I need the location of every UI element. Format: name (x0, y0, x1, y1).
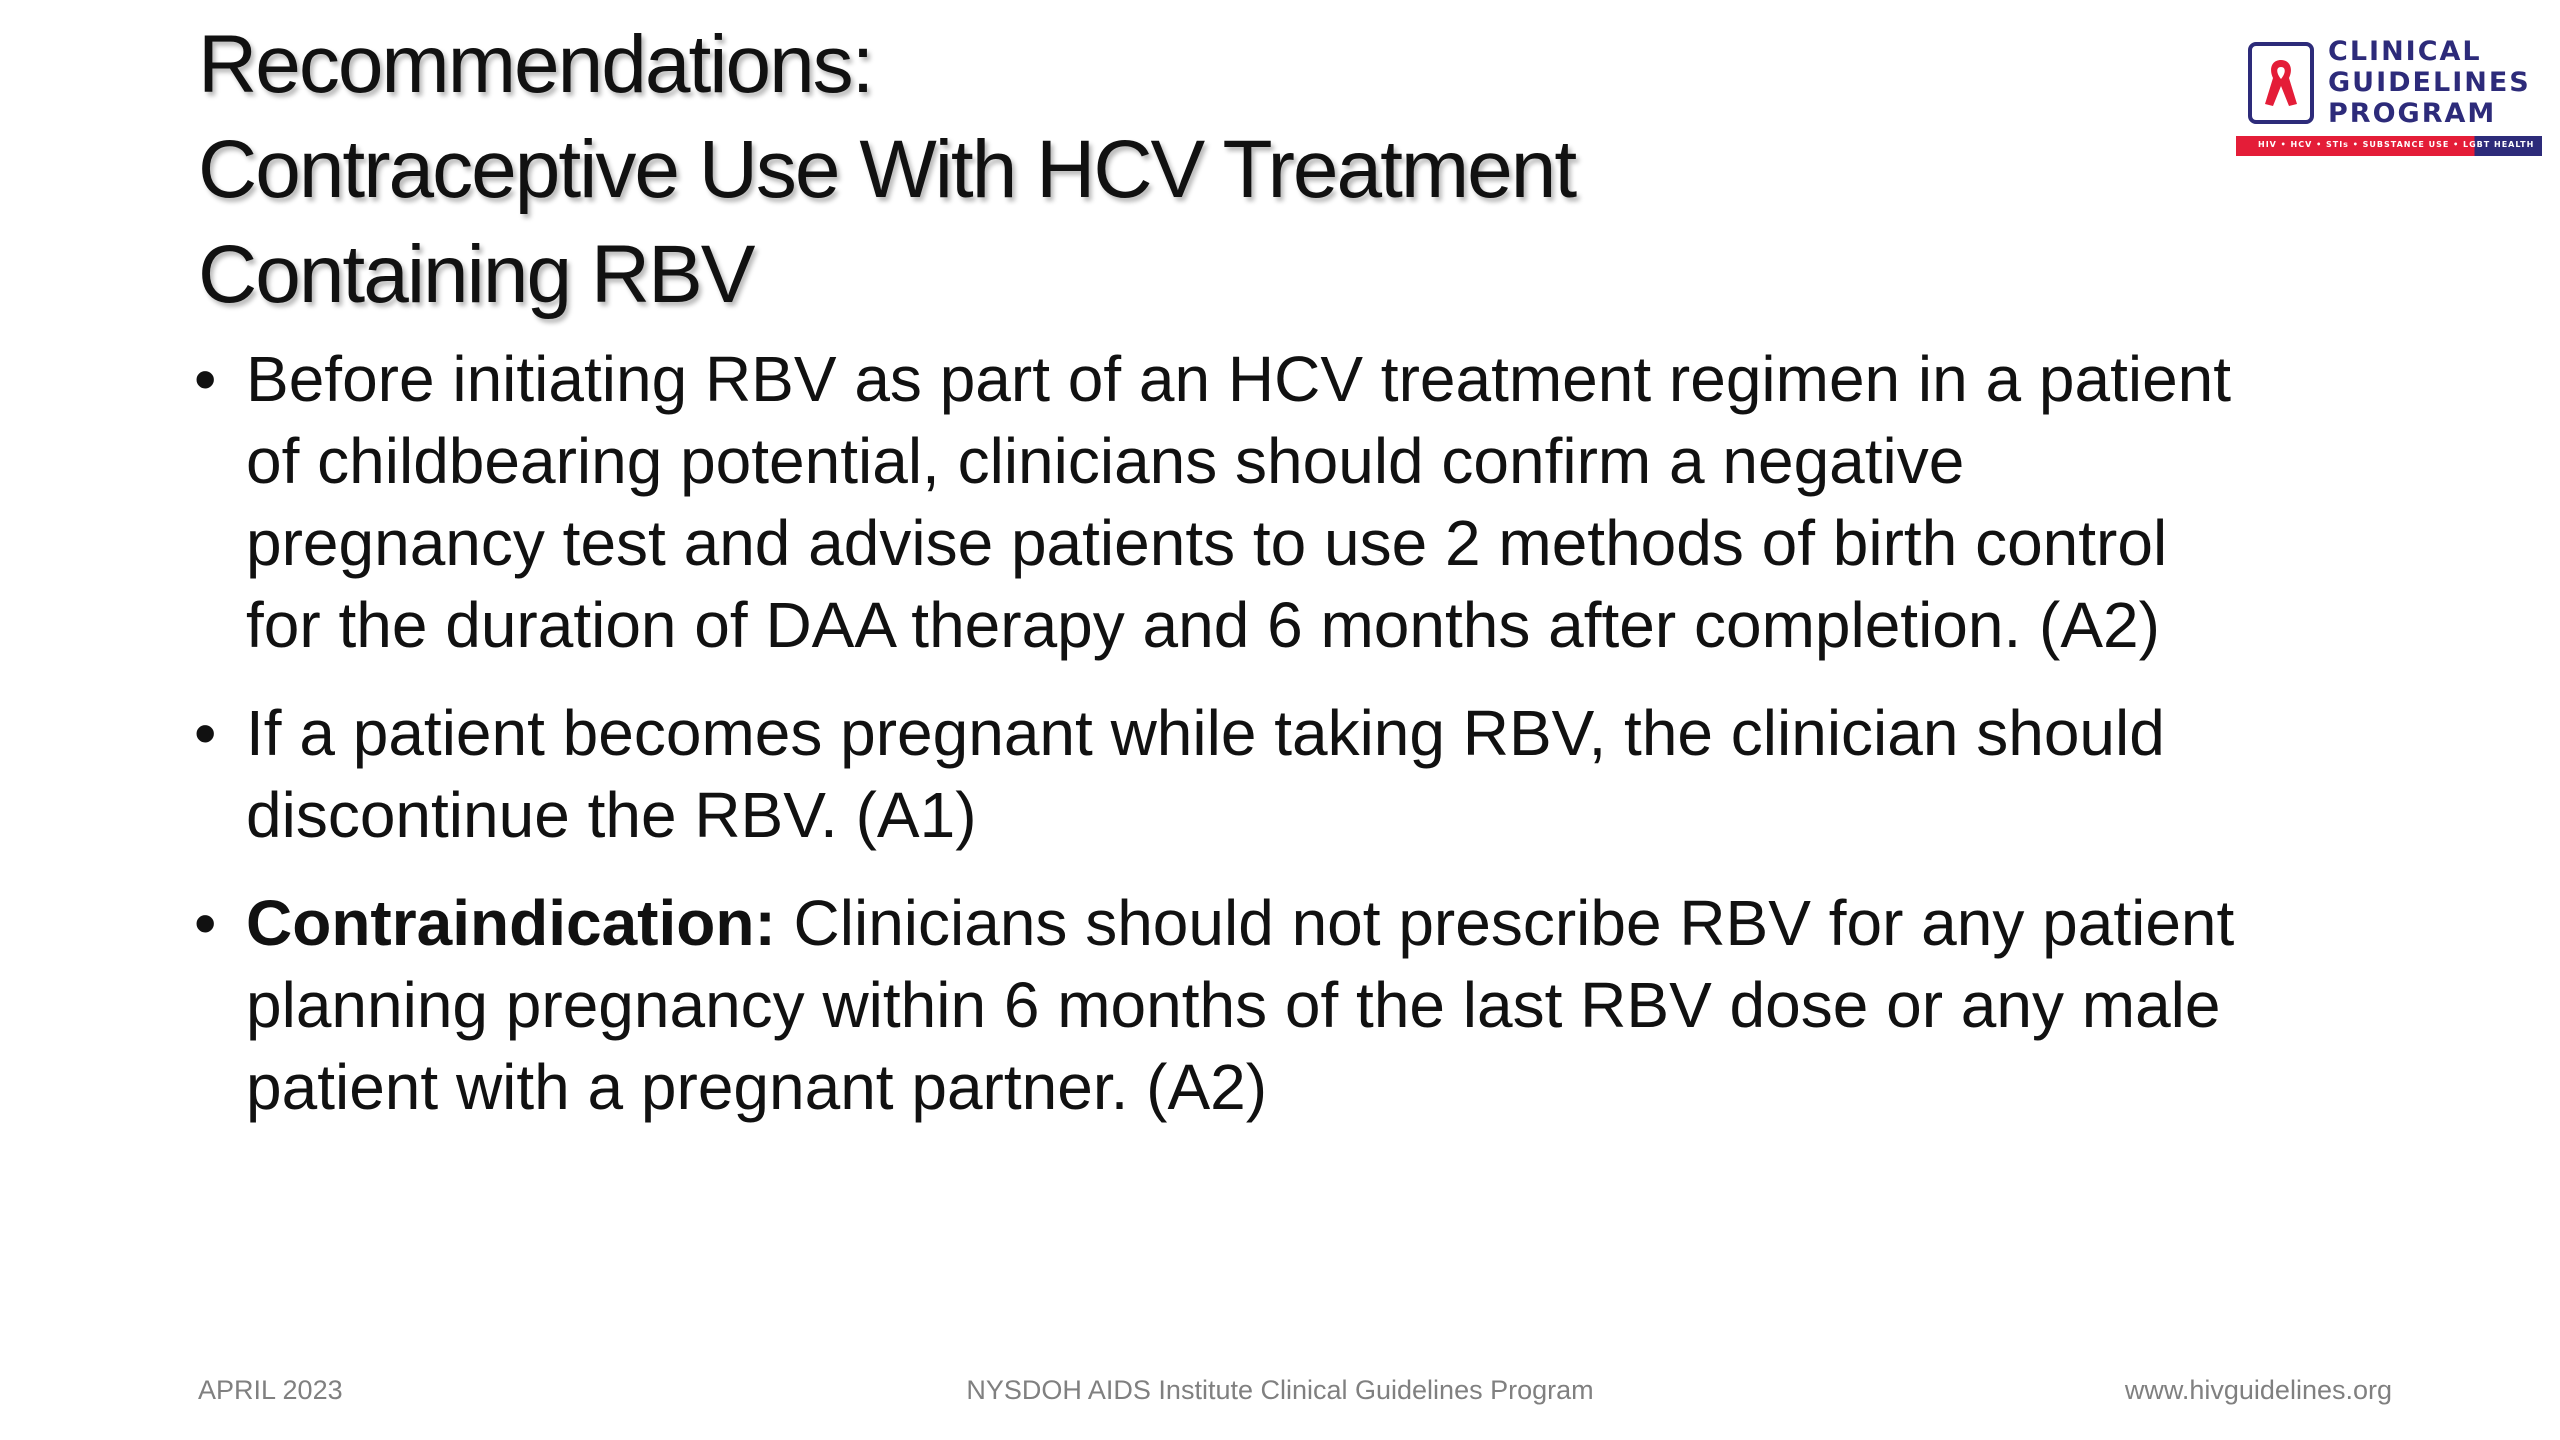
footer-date: APRIL 2023 (198, 1375, 343, 1405)
logo-line-1: CLINICAL (2328, 36, 2482, 67)
bullet-marker: • (194, 887, 217, 959)
list-item (194, 882, 2414, 1128)
logo-badge (2248, 42, 2314, 124)
contraindication-label: Contraindication: (246, 887, 776, 959)
clinical-guidelines-program-logo (2236, 36, 2542, 160)
bullet-line: Before initiating RBV as part of an HCV treatment regimen in a patient (246, 343, 2232, 415)
recommendation-list (194, 338, 2414, 1154)
bullet-line-first (246, 882, 2414, 964)
title-line-2: Contraceptive Use With HCV Treatment (198, 124, 1576, 215)
bullet-line: planning pregnancy within 6 months of the last RBV dose or any male (246, 969, 2221, 1041)
logo-line-3: PROGRAM (2328, 98, 2497, 129)
footer-url: www.hivguidelines.org (2124, 1375, 2392, 1405)
red-ribbon-icon (2262, 56, 2300, 110)
bullet-line: for the duration of DAA therapy and 6 months after completion. (A2) (246, 589, 2160, 661)
logo-line-2: GUIDELINES (2328, 67, 2531, 98)
list-item (194, 692, 2414, 856)
bullet-text (246, 338, 2414, 666)
title-line-1: Recommendations: (198, 19, 873, 110)
bullet-line: If a patient becomes pregnant while taking RBV, the clinician should (246, 697, 2165, 769)
list-item (194, 338, 2414, 666)
bullet-marker: • (194, 343, 217, 415)
bullet-line: discontinue the RBV. (A1) (246, 779, 977, 851)
title-line-3: Containing RBV (198, 229, 754, 320)
bullet-marker: • (194, 697, 217, 769)
logo-tagline: HIV • HCV • STIs • SUBSTANCE USE • LGBT HEALTH (2258, 140, 2535, 149)
slide-title (198, 12, 2098, 327)
bullet-line: of childbearing potential, clinicians should confirm a negative (246, 425, 1965, 497)
bullet-text (246, 692, 2414, 856)
bullet-line-rest: Clinicians should not prescribe RBV for any patient (775, 887, 2235, 959)
logo-wordmark (2328, 36, 2531, 129)
bullet-line: pregnancy test and advise patients to use 2 methods of birth control (246, 507, 2168, 579)
bullet-line: patient with a pregnant partner. (A2) (246, 1051, 1268, 1123)
footer-program: NYSDOH AIDS Institute Clinical Guidelines Program (966, 1375, 1594, 1405)
bullet-text (246, 882, 2414, 1128)
